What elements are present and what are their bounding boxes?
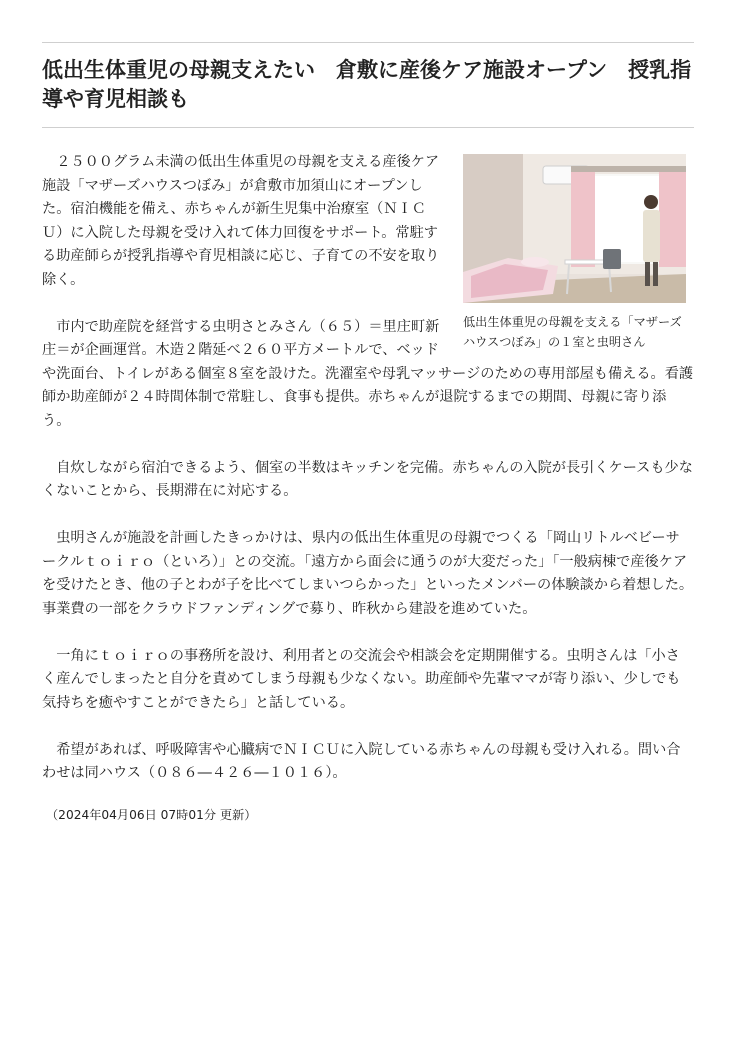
article-paragraph: ２５００グラム未満の低出生体重児の母親を支える産後ケア施設「マザーズハウスつぼみ」が倉敷市加須山にオープンした。宿泊機能を備え、赤ちゃんが新生児集中治療室（ＮＩＣＵ）に入院した母親を受け入れて体力回復をサポート。常駐する助産師らが授乳指導や育児相談に応じ、子育ての不安を取り除く。 bbox=[42, 154, 440, 288]
article-paragraph: 希望があれば、呼吸障害や心臓病でＮＩＣＵに入院している赤ちゃんの母親も受け入れる。問い合わせは同ハウス（０８６―４２６―１０１６）。 bbox=[42, 741, 681, 781]
article-title: 低出生体重児の母親支えたい 倉敷に産後ケア施設オープン 授乳指導や育児相談も bbox=[42, 58, 692, 111]
article-paragraph: 一角にｔｏｉｒｏの事務所を設け、利用者との交流会や相談会を定期開催する。虫明さんは「小さく産んでしまったと自分を責めてしまう母親も少なくない。助産師や先輩ママが寄り添い、少しでも気持ちを癒やすことができたら」と話している。 bbox=[42, 647, 681, 711]
article bbox=[42, 42, 694, 824]
top-divider bbox=[42, 42, 694, 43]
article-paragraph: 市内で助産院を経営する虫明さとみさん（６５）＝里庄町新庄＝が企画運営。木造２階延べ２６０平方メートルで、ベッドや洗面台、トイレがある個室８室を設けた。洗濯室や母乳マッサージのための専用部屋も備える。看護師か助産師が２４時間体制で常駐し、食事も提供。赤ちゃんが退院するまでの期間、母親に寄り添う。 bbox=[42, 318, 694, 429]
article-figure bbox=[463, 154, 686, 352]
updated-timestamp: （2024年04月06日 07時01分 更新） bbox=[46, 808, 257, 822]
title-divider bbox=[42, 127, 694, 128]
article-paragraph: 自炊しながら宿泊できるよう、個室の半数はキッチンを完備。赤ちゃんの入院が長引くケースも少なくないことから、長期滞在に対応する。 bbox=[42, 459, 693, 499]
article-body bbox=[42, 151, 694, 786]
photo-caption: 低出生体重児の母親を支える「マザーズハウスつぼみ」の１室と虫明さん bbox=[463, 315, 682, 349]
article-paragraph: 虫明さんが施設を計画したきっかけは、県内の低出生体重児の母親でつくる「岡山リトルベビーサークルｔｏｉｒｏ（といろ）」との交流。「遠方から面会に通うのが大変だった」「一般病棟で産後ケアを受けたとき、他の子とわが子を比べてしまいつらかった」といったメンバーの体験談から着想した。事業費の一部をクラウドファンディングで募り、昨秋から建設を進めていた。 bbox=[42, 530, 694, 617]
room-photo bbox=[463, 154, 686, 303]
